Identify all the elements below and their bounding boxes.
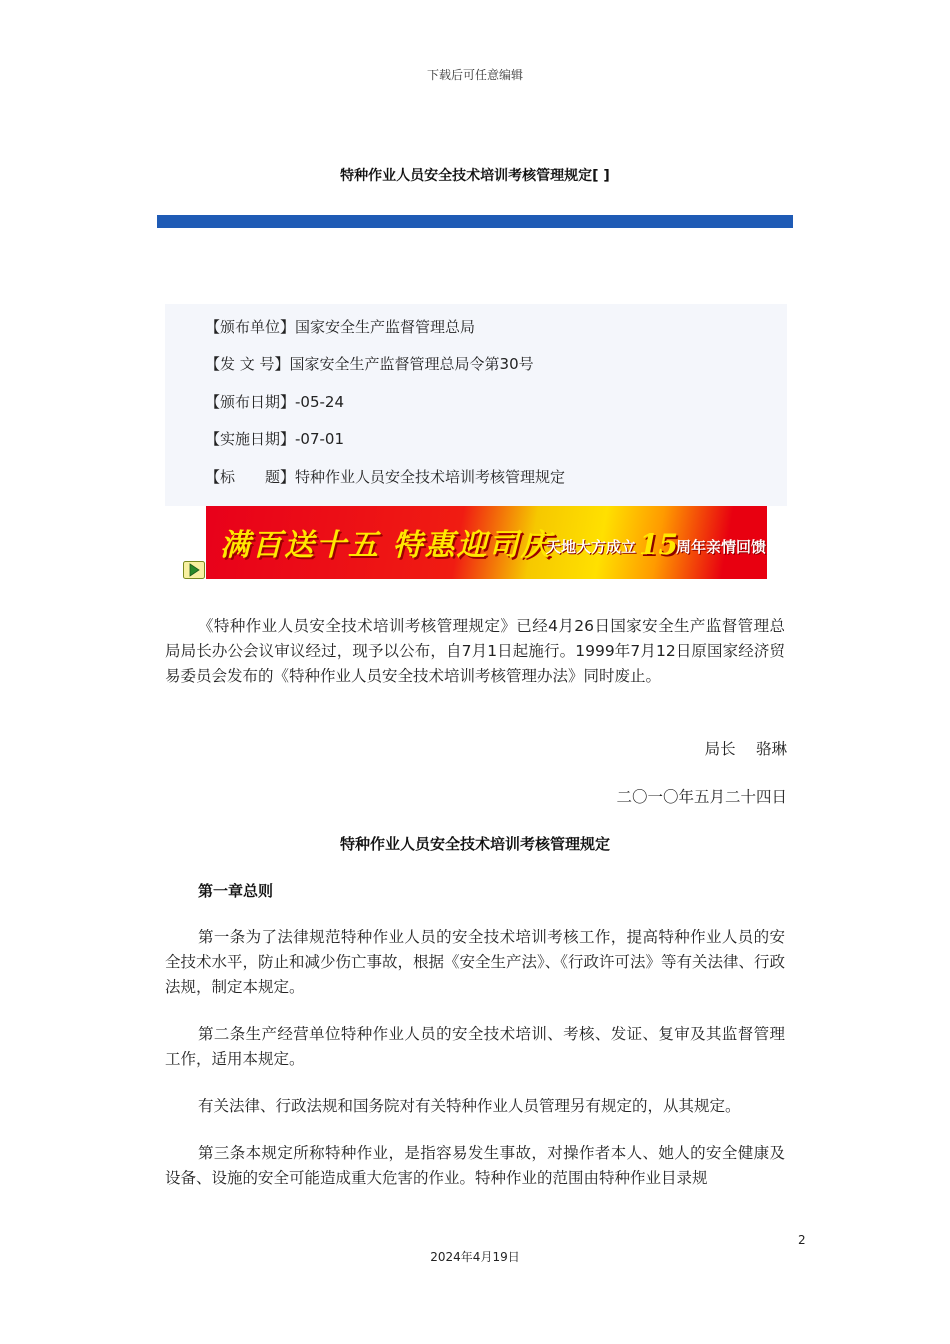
article-2-note: 有关法律、行政法规和国务院对有关特种作业人员管理另有规定的，从其规定。 bbox=[198, 1097, 741, 1115]
signature-line: 局长 骆琳 bbox=[704, 740, 787, 758]
banner-sub-suffix: 周年亲情回馈 bbox=[676, 538, 767, 556]
header-note: 下载后可任意编辑 bbox=[426, 68, 523, 82]
info-row-issue-date bbox=[205, 391, 344, 412]
info-label: 【颁布单位】 bbox=[205, 318, 296, 336]
article-1: 第一条为了法律规范特种作业人员的安全技术培训考核工作，提高特种作业人员的安全技术水平，防止和减少伤亡事故，根据《安全生产法》、《行政许可法》等有关法律、行政法规，制定本规定。 bbox=[165, 928, 786, 996]
chapter-heading: 第一章总则 bbox=[198, 882, 274, 900]
intro-paragraph: 《特种作业人员安全技术培训考核管理规定》已经4月26日国家安全生产监督管理总局局长办公会议审议经过，现予以公布，自7月1日起施行。1999年7月12日原国家经济贸易委员会发布的《特种作业人员安全技术培训考核管理办法》同时废止。 bbox=[165, 617, 785, 685]
info-value: 特种作业人员安全技术培训考核管理规定 bbox=[295, 468, 566, 486]
info-label: 【实施日期】 bbox=[205, 430, 296, 448]
info-row-doc-number bbox=[205, 353, 534, 374]
article-2: 第二条生产经营单位特种作业人员的安全技术培训、考核、发证、复审及其监督管理工作，适用本规定。 bbox=[165, 1025, 785, 1068]
info-value: -05-24 bbox=[295, 393, 345, 411]
article-3: 第三条本规定所称特种作业，是指容易发生事故，对操作者本人、她人的安全健康及设备、设施的安全可能造成重大危害的作业。特种作业的范围由特种作业目录规 bbox=[165, 1144, 785, 1187]
banner-sub-prefix: 天地大方成立 bbox=[546, 538, 637, 556]
info-row-issuer bbox=[205, 316, 475, 337]
page-number: 2 bbox=[798, 1233, 806, 1247]
info-value: 国家安全生产监督管理总局 bbox=[295, 318, 476, 336]
promo-banner[interactable] bbox=[206, 506, 767, 579]
document-title: 特种作业人员安全技术培训考核管理规定[ ] bbox=[340, 168, 610, 184]
info-value: -07-01 bbox=[295, 430, 345, 448]
play-arrow-icon[interactable] bbox=[183, 561, 205, 579]
banner-sub-number: 15 bbox=[639, 528, 678, 561]
info-label: 【颁布日期】 bbox=[205, 393, 296, 411]
signing-date: 二〇一〇年五月二十四日 bbox=[616, 788, 787, 806]
info-row-title bbox=[205, 466, 565, 487]
footer-date: 2024年4月19日 bbox=[430, 1250, 520, 1264]
info-label: 【发 文 号】 bbox=[205, 355, 290, 373]
banner-main-text: 满百送十五 特惠迎司庆 bbox=[220, 528, 553, 563]
info-row-effective-date bbox=[205, 428, 344, 449]
regulation-title: 特种作业人员安全技术培训考核管理规定 bbox=[339, 835, 610, 853]
title-divider-bar bbox=[157, 215, 793, 228]
info-value: 国家安全生产监督管理总局令第30号 bbox=[289, 355, 534, 373]
info-label: 【标 题】 bbox=[205, 468, 296, 486]
document-info-box bbox=[165, 304, 787, 506]
